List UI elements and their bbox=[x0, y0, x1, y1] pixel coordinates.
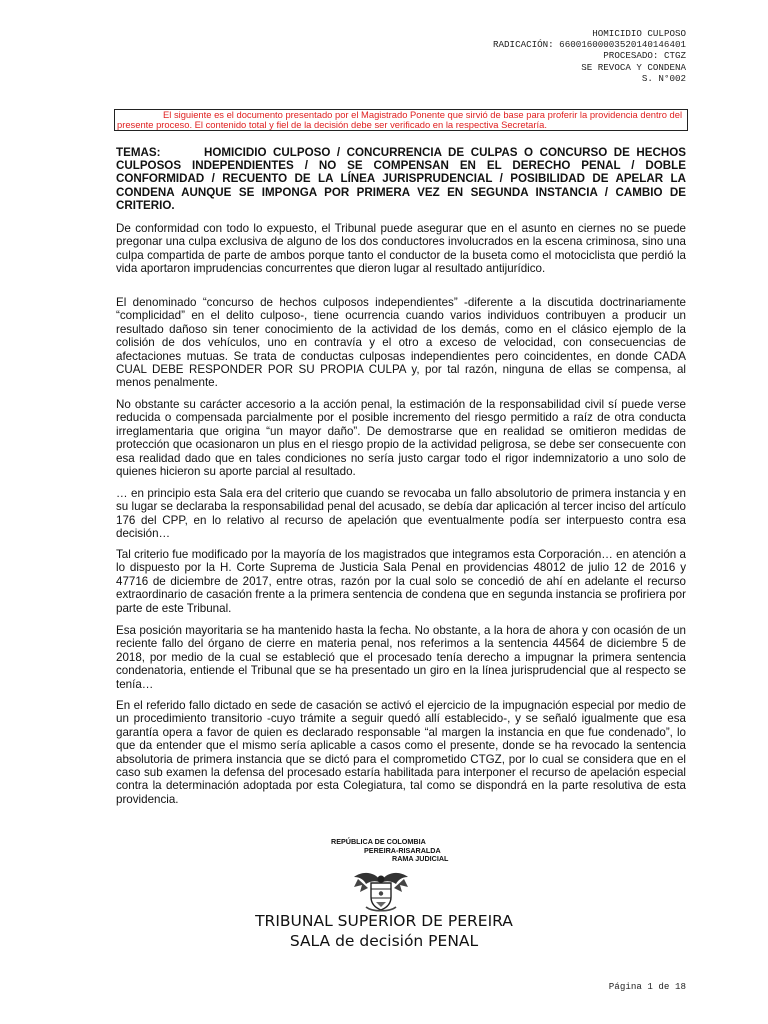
temas-text: HOMICIDIO CULPOSO / CONCURRENCIA DE CULPAS O CONCURSO DE HECHOS CULPOSOS INDEPENDIENTES / NO SE COMPENSAN EN EL DERECHO PENAL / DOBLE CONFORMIDAD / RECUENTO DE LA LÍNEA JURISPRUDENCIAL / POSIBILIDAD DE APELAR LA CONDENA AUNQUE SE IMPONGA POR PRIMERA VEZ EN SEGUNDA INSTANCIA / CAMBIO DE CRITERIO. bbox=[116, 146, 686, 212]
city-label: PEREIRA-RISARALDA bbox=[364, 846, 441, 855]
temas-block bbox=[116, 146, 686, 212]
body-paragraph: Esa posición mayoritaria se ha mantenido hasta la fecha. No obstante, a la hora de ahora y con ocasión de un reciente fallo del órgano de cierre en materia penal, nos referimos a la sentencia 44564 de diciembre 5 de 2018, por medio de la cual se estableció que el procesado tenía derecho a impugnar la primera sentencia condenatoria, entiende el Tribunal que se ha presentado un giro en la línea jurisprudencial que al respecto se tenía… bbox=[116, 624, 686, 691]
body-paragraph: No obstante su carácter accesorio a la acción penal, la estimación de la responsabilidad civil sí puede verse reducida o compensada parcialmente por el posible incremento del riesgo permitido a raíz de otra conducta irreglamentaria que origina “un mayor daño”. De demostrarse que en realidad se omitieron medidas de protección que ocasionaron un plus en el riesgo propio de la actividad peligrosa, se debe ser consecuente con esa realidad dado que en tales condiciones no sería justo cargar todo el rigor indemnizatorio a uno solo de quienes hicieron su aporte parcial al resultado. bbox=[116, 398, 686, 479]
disclaimer-notice bbox=[114, 109, 688, 131]
sala-name: SALA de decisión PENAL bbox=[289, 932, 479, 950]
header-line: SE REVOCA Y CONDENA bbox=[581, 61, 686, 73]
body-paragraph: De conformidad con todo lo expuesto, el Tribunal puede asegurar que en el asunto en ciernes no se puede pregonar una culpa exclusiva de alguno de los dos conductores involucrados en la escena criminosa, sino una culpa compartida de parte de ambos porque tanto el conductor de la buseta como el motociclista que perdió la vida aportaron imprudencias concurrentes que dieron lugar al resultado antijurídico. bbox=[116, 222, 686, 276]
body-paragraph: Tal criterio fue modificado por la mayoría de los magistrados que integramos esta Corporación… en atención a lo dispuesto por la H. Corte Suprema de Justicia Sala Penal en providencias 48012 de julio 12 de 2016 y 47716 de diciembre de 2017, entre otras, razón por la cual solo se concedió de ahí en adelante el recurso extraordinario de casación frente a la primera sentencia de condena que en segunda instancia se profiriera por parte de este Tribunal. bbox=[116, 548, 686, 615]
temas-label: TEMAS: bbox=[116, 146, 161, 159]
page-header bbox=[493, 28, 686, 84]
page-number: Página 1 de 18 bbox=[608, 981, 686, 992]
header-line: HOMICIDIO CULPOSO bbox=[592, 28, 686, 39]
disclaimer-text: El siguiente es el documento presentado por el Magistrado Ponente que sirvió de base para proferir la providencia dentro del presente proceso. El contenido total y fiel de la decisión debe ser verificado en la respectiva Secretaría. bbox=[117, 109, 683, 131]
republic-label: REPÚBLICA DE COLOMBIA bbox=[331, 837, 426, 846]
coat-of-arms-icon bbox=[352, 867, 410, 913]
body-paragraph: El denominado “concurso de hechos culposos independientes” -diferente a la discutida doctrinariamente “complicidad” en el delito culposo-, tiene ocurrencia cuando varios individuos contribuyen a producir un resultado dañoso sin tener conocimiento de la actividad de los demás, como en el clásico ejemplo de la colisión de dos vehículos, uno en contravía y el otro a exceso de velocidad, con consecuencias de afectaciones mutuas. Se trata de conductas culposas independientes pero coincidentes, en donde CADA CUAL DEBE RESPONDER POR SU PROPIA CULPA y, por tal razón, ninguna de ellas se compensa, al menos penalmente. bbox=[116, 296, 686, 390]
header-line: PROCESADO: CTGZ bbox=[603, 50, 686, 62]
branch-label: RAMA JUDICIAL bbox=[392, 854, 449, 863]
tribunal-name: TRIBUNAL SUPERIOR DE PEREIRA bbox=[255, 912, 513, 930]
body-paragraph: … en principio esta Sala era del criterio que cuando se revocaba un fallo absolutorio de primera instancia y en su lugar se declaraba la responsabilidad penal del acusado, se debía dar aplicación al tercer inciso del artículo 176 del CPP, en lo relativo al recurso de apelación que eventualmente podía ser interpuesto contra esa decisión… bbox=[116, 487, 686, 541]
header-line: RADICACIÓN: 66001600003520140146401 bbox=[493, 39, 686, 51]
header-line: S. N°002 bbox=[641, 72, 686, 84]
body-paragraph: En el referido fallo dictado en sede de casación se activó el ejercicio de la impugnación especial por medio de un procedimiento transitorio -cuyo trámite a seguir quedó allí establecido-, y se señaló igualmente que esa garantía opera a favor de quien es declarado responsable “al margen la instancia en que fue condenado”, lo que da entender que el mismo sería aplicable a casos como el presente, donde se ha revocado la sentencia absolutoria de primera instancia que se dictó para el comprometido CTGZ, por lo cual se considera que en el caso sub examen la defensa del procesado estaría habilitada para interponer el recurso de apelación especial contra la determinación adoptada por esta Colegiatura, tal como se dispondrá en la parte resolutiva de esta providencia. bbox=[116, 699, 686, 806]
